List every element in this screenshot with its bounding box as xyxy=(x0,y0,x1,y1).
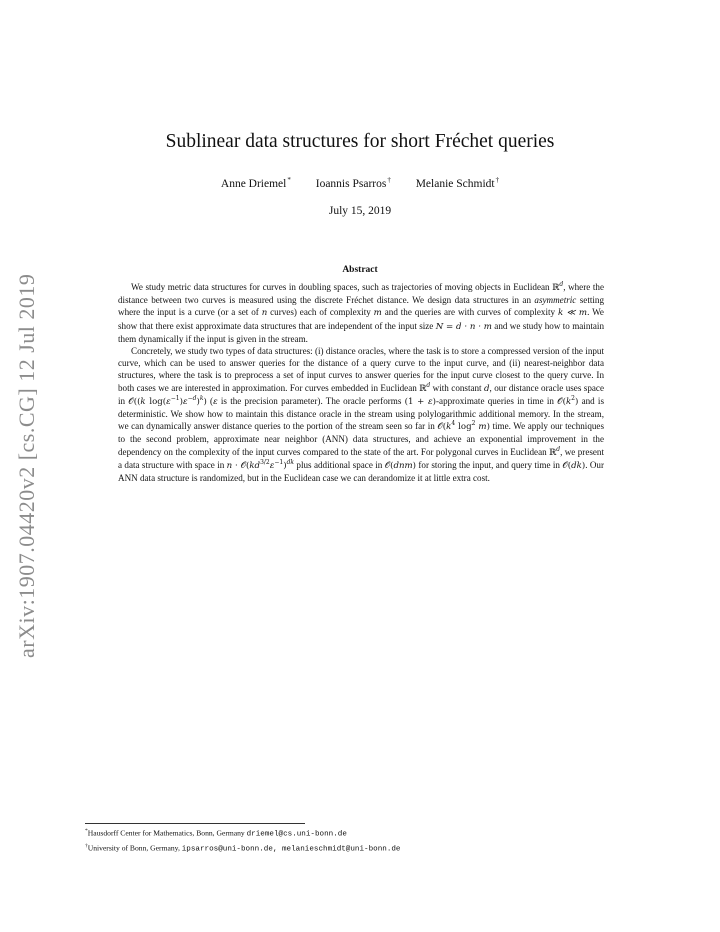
footnote-text: Hausdorff Center for Mathematics, Bonn, Germany xyxy=(87,828,247,838)
author-footnote-mark: † xyxy=(495,176,500,184)
arxiv-stamp: arXiv:1907.04420v2 [cs.CG] 12 Jul 2019 xyxy=(14,273,39,658)
author-psarros xyxy=(316,176,391,190)
author-footnote-mark: * xyxy=(287,176,291,184)
abstract-text: with constant xyxy=(430,382,485,393)
abstract-text: Concretely, we study two types of data structures: (i) distance oracles, where the task is to store a compressed version of the input curve, which can be used to answer queries for the distance of a query curve to the input curve, and (ii) nearest-neighbor data structures, where the task is to preprocess a set of input curves to answer queries for the input curve closest to the query curve. In both cases we are interested in approximation. For curves embedded in Euclidean xyxy=(118,346,604,393)
author-footnote-mark: † xyxy=(387,176,391,184)
footnote-affiliation-2 xyxy=(85,841,645,856)
paper-title: Sublinear data structures for short Fréchet queries xyxy=(165,131,555,152)
abstract-text: and is deterministic. We show how to maintain this distance oracle in the stream using polylogarithmic additional memory. In the stream, we can dynamically answer distance queries to the portion of the stream seen so far in xyxy=(118,395,604,432)
footnote-mark: * xyxy=(85,828,88,834)
math-inline: 𝒪((k $\log(\varepsilon^{-1})\varepsilon^{-d})^k$) xyxy=(128,394,207,407)
math-inline: n xyxy=(261,308,268,319)
math-inline: 𝒪(dnm) xyxy=(384,460,417,471)
math-inline: m xyxy=(373,308,382,319)
math-inline: $𝒪(k^2)$ xyxy=(557,394,579,407)
abstract-text: setting where the input is a curve (or a set of xyxy=(118,295,604,318)
author-schmidt xyxy=(416,176,499,190)
footnote-email[interactable]: driemel@cs.uni-bonn.de xyxy=(246,830,347,839)
author-driemel xyxy=(221,176,291,190)
author-name: Anne Driemel xyxy=(220,177,287,190)
footnote-divider xyxy=(85,823,305,824)
abstract-text: curves) each of complexity xyxy=(267,307,374,318)
abstract-text: plus additional space in xyxy=(294,459,385,470)
author-list xyxy=(0,176,720,190)
math-inline: $𝒪(k^4$ $\log^2 m$) xyxy=(437,420,490,433)
paper-date: July 15, 2019 xyxy=(328,205,392,217)
abstract-text: time. We apply our techniques to the second problem, approximate near neighbor (ANN) data structures, and achieve an exponential improvement in the dependency on the complexity of the input curves compared to the state of the art. For polygonal curves in Euclidean xyxy=(118,421,604,457)
abstract-text: for storing the input, and query time in xyxy=(416,459,563,470)
math-inline: ℝ$^d$ xyxy=(552,281,564,293)
abstract-paragraph-1 xyxy=(118,281,604,345)
abstract-heading: Abstract xyxy=(342,265,378,275)
math-inline: (1 + ε) xyxy=(404,396,437,407)
math-inline: N = d · n · m xyxy=(435,321,492,332)
footnote-text: University of Bonn, Germany, xyxy=(87,843,182,853)
abstract-text: , our distance oracle uses space in xyxy=(118,382,604,406)
math-inline: $n \cdot 𝒪(kd^{3/2}\varepsilon^{-1})^{dk}$ xyxy=(226,458,295,471)
math-inline: 𝒪(dk) xyxy=(562,460,586,471)
footnote-email[interactable]: ipsarros@uni-bonn.de, melanieschmidt@uni-bonn.de xyxy=(181,845,401,854)
math-inline: ℝ$^d$ xyxy=(419,381,431,394)
abstract-body xyxy=(118,281,604,484)
footnote-affiliation-1 xyxy=(85,826,645,841)
abstract-text: . We show that there exist approximate data structures that are independent of the input size xyxy=(118,307,604,331)
author-name: Melanie Schmidt xyxy=(415,177,495,190)
abstract-text: We study metric data structures for curves in doubling spaces, such as trajectories of moving objects in Euclidean xyxy=(131,282,553,292)
abstract-text: ( xyxy=(206,395,214,406)
math-inline: k ≪ m xyxy=(557,308,588,319)
abstract-text: , where the distance between two curves is measured using the discrete Fréchet distance. We design data structures in an xyxy=(118,282,604,306)
footnote-mark: † xyxy=(85,842,88,849)
abstract-paragraph-2 xyxy=(118,345,604,484)
footnotes xyxy=(85,826,645,855)
math-inline: ε xyxy=(213,396,218,407)
abstract-text: and the queries are with curves of complexity xyxy=(381,307,558,318)
abstract-text: . Our ANN data structure is randomized, but in the Euclidean case we can derandomize it at little extra cost. xyxy=(118,459,604,484)
abstract-text: -approximate queries in time in xyxy=(436,395,558,406)
math-inline: ℝ$^d$ xyxy=(549,445,561,458)
abstract-text: and we study how to maintain them dynamically if the input is given in the stream. xyxy=(118,320,605,344)
abstract-text: is the precision parameter). The oracle performs xyxy=(217,395,405,406)
math-inline: d xyxy=(484,383,490,394)
abstract-emphasis: asymmetric xyxy=(534,295,577,306)
author-name: Ioannis Psarros xyxy=(315,177,387,190)
abstract-text: , we present a data structure with space in xyxy=(118,446,604,470)
